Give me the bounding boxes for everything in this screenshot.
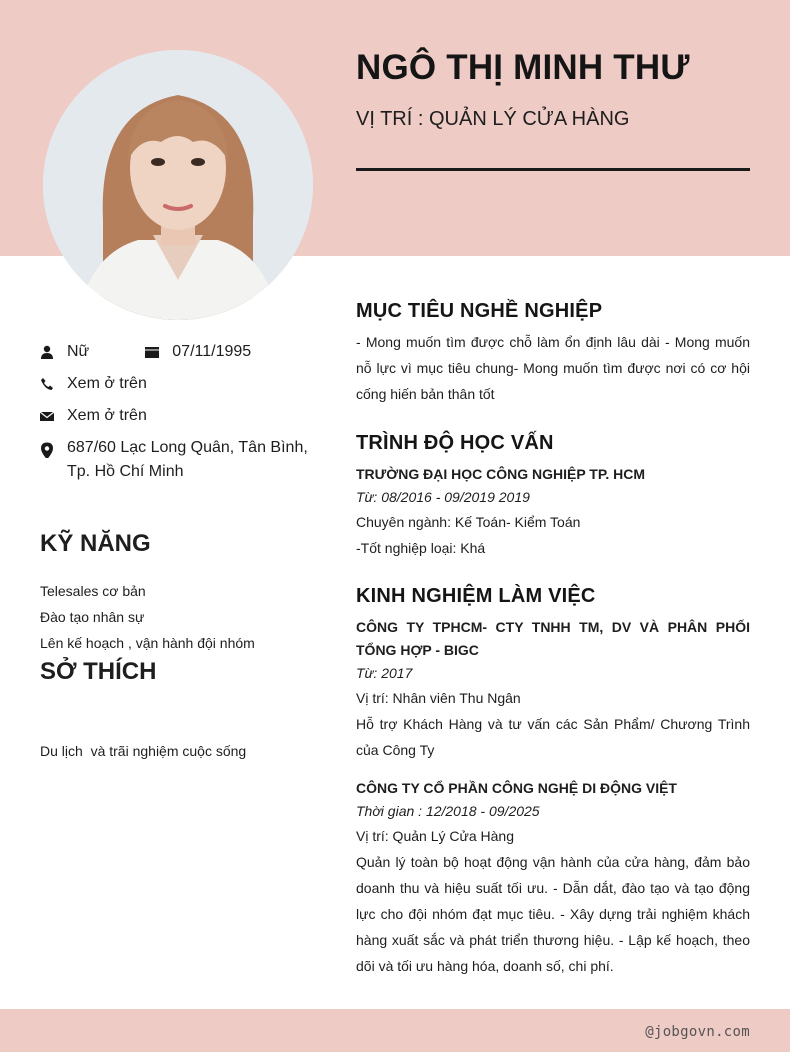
education-period: Từ: 08/2016 - 09/2019 2019 [356, 489, 530, 505]
job-description: Hỗ trợ Khách Hàng và tư vấn các Sản Phẩm/ Chương Trình của Công Ty [356, 716, 750, 758]
job-entry [356, 777, 750, 979]
school-name: TRƯỜNG ĐẠI HỌC CÔNG NGHIỆP TP. HCM [356, 466, 646, 482]
job-entry [356, 616, 750, 763]
phone-row [40, 372, 320, 396]
job-company: CÔNG TY TPHCM- CTY TNHH TM, DV VÀ PHÂN PHỐI TỔNG HỢP - BIGC [356, 619, 750, 658]
email-value: Xem ở trên [67, 407, 147, 424]
calendar-icon [145, 345, 159, 359]
education-major: Chuyên ngành: Kế Toán- Kiểm Toán [356, 514, 581, 530]
address-row [40, 436, 320, 484]
job-period: Từ: 2017 [356, 665, 413, 681]
person-icon [40, 345, 54, 359]
mail-icon [40, 409, 54, 423]
education-section [356, 432, 750, 561]
education-title: TRÌNH ĐỘ HỌC VẤN [356, 432, 554, 454]
hobby-item: Du lịch và trãi nghiệm cuộc sống [40, 742, 247, 759]
candidate-name: NGÔ THỊ MINH THƯ [356, 48, 690, 87]
objective-section [356, 300, 750, 407]
gender-birthdate-row [40, 340, 320, 364]
skills-section [40, 510, 320, 656]
hobbies-title: SỞ THÍCH [40, 657, 157, 685]
watermark: @jobgovn.com [645, 1024, 750, 1040]
hobbies-section [40, 638, 320, 796]
job-role: Vị trí: Quản Lý Cửa Hàng [356, 828, 514, 844]
hobbies-list [40, 706, 320, 796]
skill-item: Đào tạo nhân sự [40, 608, 145, 625]
experience-section [356, 585, 750, 979]
position-title: VỊ TRÍ : QUẢN LÝ CỬA HÀNG [356, 108, 630, 130]
profile-photo [43, 50, 313, 320]
gender-value: Nữ [67, 343, 90, 360]
email-row [40, 404, 320, 428]
skills-title: KỸ NĂNG [40, 529, 151, 557]
job-role: Vị trí: Nhân viên Thu Ngân [356, 690, 521, 706]
address-value: 687/60 Lạc Long Quân, Tân Bình, Tp. Hồ Chí Minh [67, 439, 308, 480]
objective-text: - Mong muốn tìm được chỗ làm ổn định lâu dài - Mong muốn nỗ lực vì mục tiêu chung- Mong muốn tìm được nơi có cơ hội cống hiến bản thân tốt [356, 334, 750, 402]
phone-icon [40, 377, 54, 391]
birthdate-value: 07/11/1995 [172, 343, 252, 360]
education-grade: -Tốt nghiệp loại: Khá [356, 540, 486, 556]
job-period: Thời gian : 12/2018 - 09/2025 [356, 803, 540, 819]
job-description: Quản lý toàn bộ hoạt động vận hành của cửa hàng, đảm bảo doanh thu và hiệu suất tối ưu. - Dẫn dắt, đào tạo và tạo động lực cho đội nhóm đạt mục tiêu. - Xây dựng trải nghiệm khách hàng xuất sắc và phát triển thương hiệu. - Lập kế hoạch, theo dõi và tối ưu hàng hóa, doanh số, chi phí. [356, 854, 750, 974]
phone-value: Xem ở trên [67, 375, 147, 392]
experience-title: KINH NGHIỆM LÀM VIỆC [356, 585, 596, 607]
header-divider [356, 168, 750, 171]
birthdate-group [145, 340, 251, 364]
skill-item: Telesales cơ bản [40, 582, 146, 599]
skill-item: Lên kế hoạch , vận hành đội nhóm [40, 634, 255, 651]
objective-title: MỤC TIÊU NGHỀ NGHIỆP [356, 300, 603, 322]
contact-info [40, 340, 320, 492]
location-pin-icon [40, 441, 54, 458]
job-company: CÔNG TY CỔ PHẦN CÔNG NGHỆ DI ĐỘNG VIỆT [356, 780, 677, 796]
